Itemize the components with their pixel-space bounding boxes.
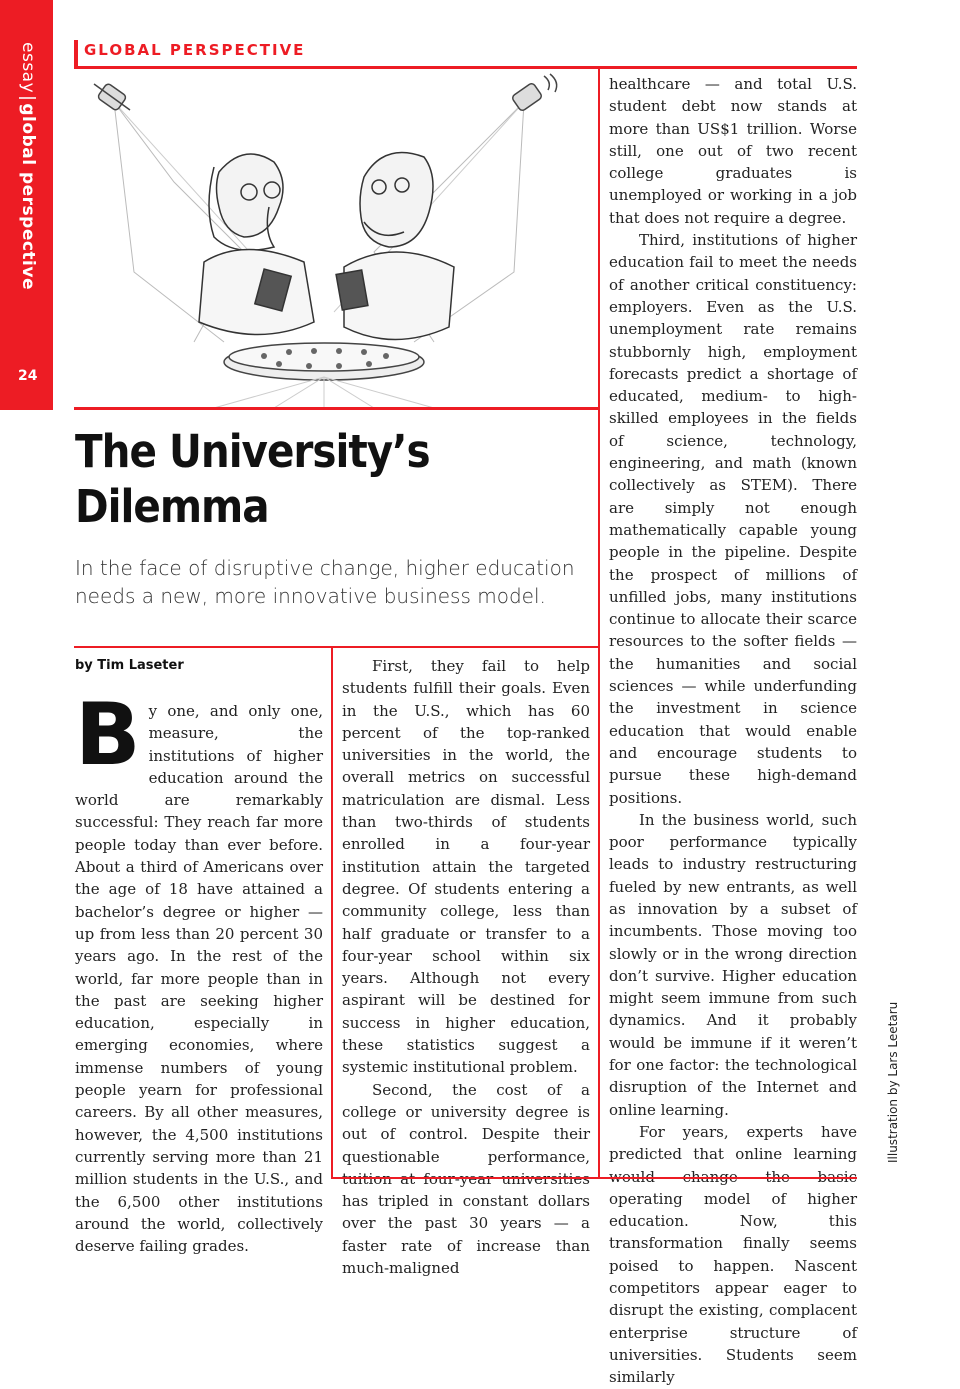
section-marker	[74, 40, 78, 66]
sidebar-label-separator: |	[18, 95, 38, 102]
platform-icon	[224, 343, 424, 380]
illustration	[74, 72, 598, 408]
bottom-rule	[331, 1177, 857, 1179]
paragraph: First, they fail to help students fulfill their goals. Even in the U.S., which has 60 percent of the top-ranked universities in the world, the overall metrics on successful matriculation are dismal. Less than two-thirds of students enrolled in a four-year institution attain the targeted degree. Of students entering a community college, less than half graduate or transfer to a four-year school within six years. Although not every aspirant will be destined for success in higher education, these statistics suggest a systemic institutional problem.	[342, 657, 590, 1077]
column-1	[75, 685, 323, 1257]
article-title	[75, 424, 595, 534]
column-2	[342, 655, 590, 1279]
column-3	[609, 73, 857, 1389]
sidebar-tab	[0, 0, 53, 410]
column-divider-1	[331, 646, 333, 1178]
article-title-line2: Dilemma	[75, 480, 269, 533]
deck-rule	[74, 646, 598, 648]
paragraph: Second, the cost of a college or university degree is out of control. Despite their questionable performance, has tripled in constant dollars over the past 30 years — a faster rate of increase than much-maligned	[342, 1080, 590, 1278]
paragraph: In the business world, such poor performance typically leads to industry restructuring fueled by new entrants, as well as innovation by a subset of incumbents. Those moving too slowly or in the wrong direction don’t survive. Higher education might seem immune from such dynamics. And it probably would be immune if it weren’t for one factor: the technological disruption of the Internet and online learning.	[609, 810, 857, 1119]
projector-left-icon	[94, 83, 130, 112]
hologram-woman	[199, 154, 314, 335]
paragraph: y one, and only one, measure, the institutions of higher education around the world are remarkably successful: They reach far more people today than ever before. About a third of Americans over the age of 18 have attained a bachelor’s degree or higher — up from less than 20 percent 30 years ago. In the rest of the world, far more people than in the past are seeking higher education, especially in emerging economies, where immense numbers of young people yearn for professional careers. By all other measures, however, the 4,500 institutions currently serving more than 21 million students in the U.S., and the 6,500 other institutions around the world, collectively deserve failing grades.	[75, 702, 323, 1256]
illustration-credit: Illustration by Lars Leetaru	[886, 1001, 900, 1163]
column-divider-2	[598, 66, 600, 1178]
section-label: GLOBAL PERSPECTIVE	[84, 41, 306, 59]
paragraph: Third, institutions of higher education fail to meet the needs of another critical constituency: employers. Even as the U.S. unemployment rate remains stubbornly high, employment forecasts predict a shortage of educated, medium- to high-skilled employees in the fields of science, technology, engineering, and math (known collectively as STEM). There are simply not enough mathematically capable young people in the pipeline. Despite the prospect of millions of unfilled jobs, many institutions continue to allocate their scarce resources to the softer fields — the humanities and social sciences — while underfunding the investment in science education that would enable and encourage students to pursue these high-demand positions.	[609, 231, 857, 807]
byline: by Tim Laseter	[75, 658, 184, 673]
sidebar-section-label	[8, 42, 44, 290]
paragraph: healthcare — and total U.S. student debt now stands at more than US$1 trillion. Worse still, one out of two recent college graduates is unemployed or working in a job that does not require a degree.	[609, 75, 857, 227]
sidebar-label-prefix: essay	[18, 42, 38, 94]
drop-cap: B	[75, 685, 141, 785]
paragraph: For years, experts have predicted that online learning operating model of higher education. Now, this transformation finally seems poised to happen. Nascent competitors appear eager to disrupt the existing, complacent enterprise structure of universities. Students seem similarly	[609, 1122, 857, 1387]
page-number: 24	[18, 368, 38, 384]
hologram-man	[336, 153, 454, 340]
article-title-line1: The University’s	[75, 425, 430, 478]
projector-right-icon	[511, 74, 556, 112]
top-rule	[74, 66, 857, 69]
sidebar-label-section: global perspective	[18, 103, 38, 290]
illustration-rule	[74, 407, 598, 410]
article-deck: In the face of disruptive change, higher education needs a new, more innovative business model.	[75, 556, 575, 608]
